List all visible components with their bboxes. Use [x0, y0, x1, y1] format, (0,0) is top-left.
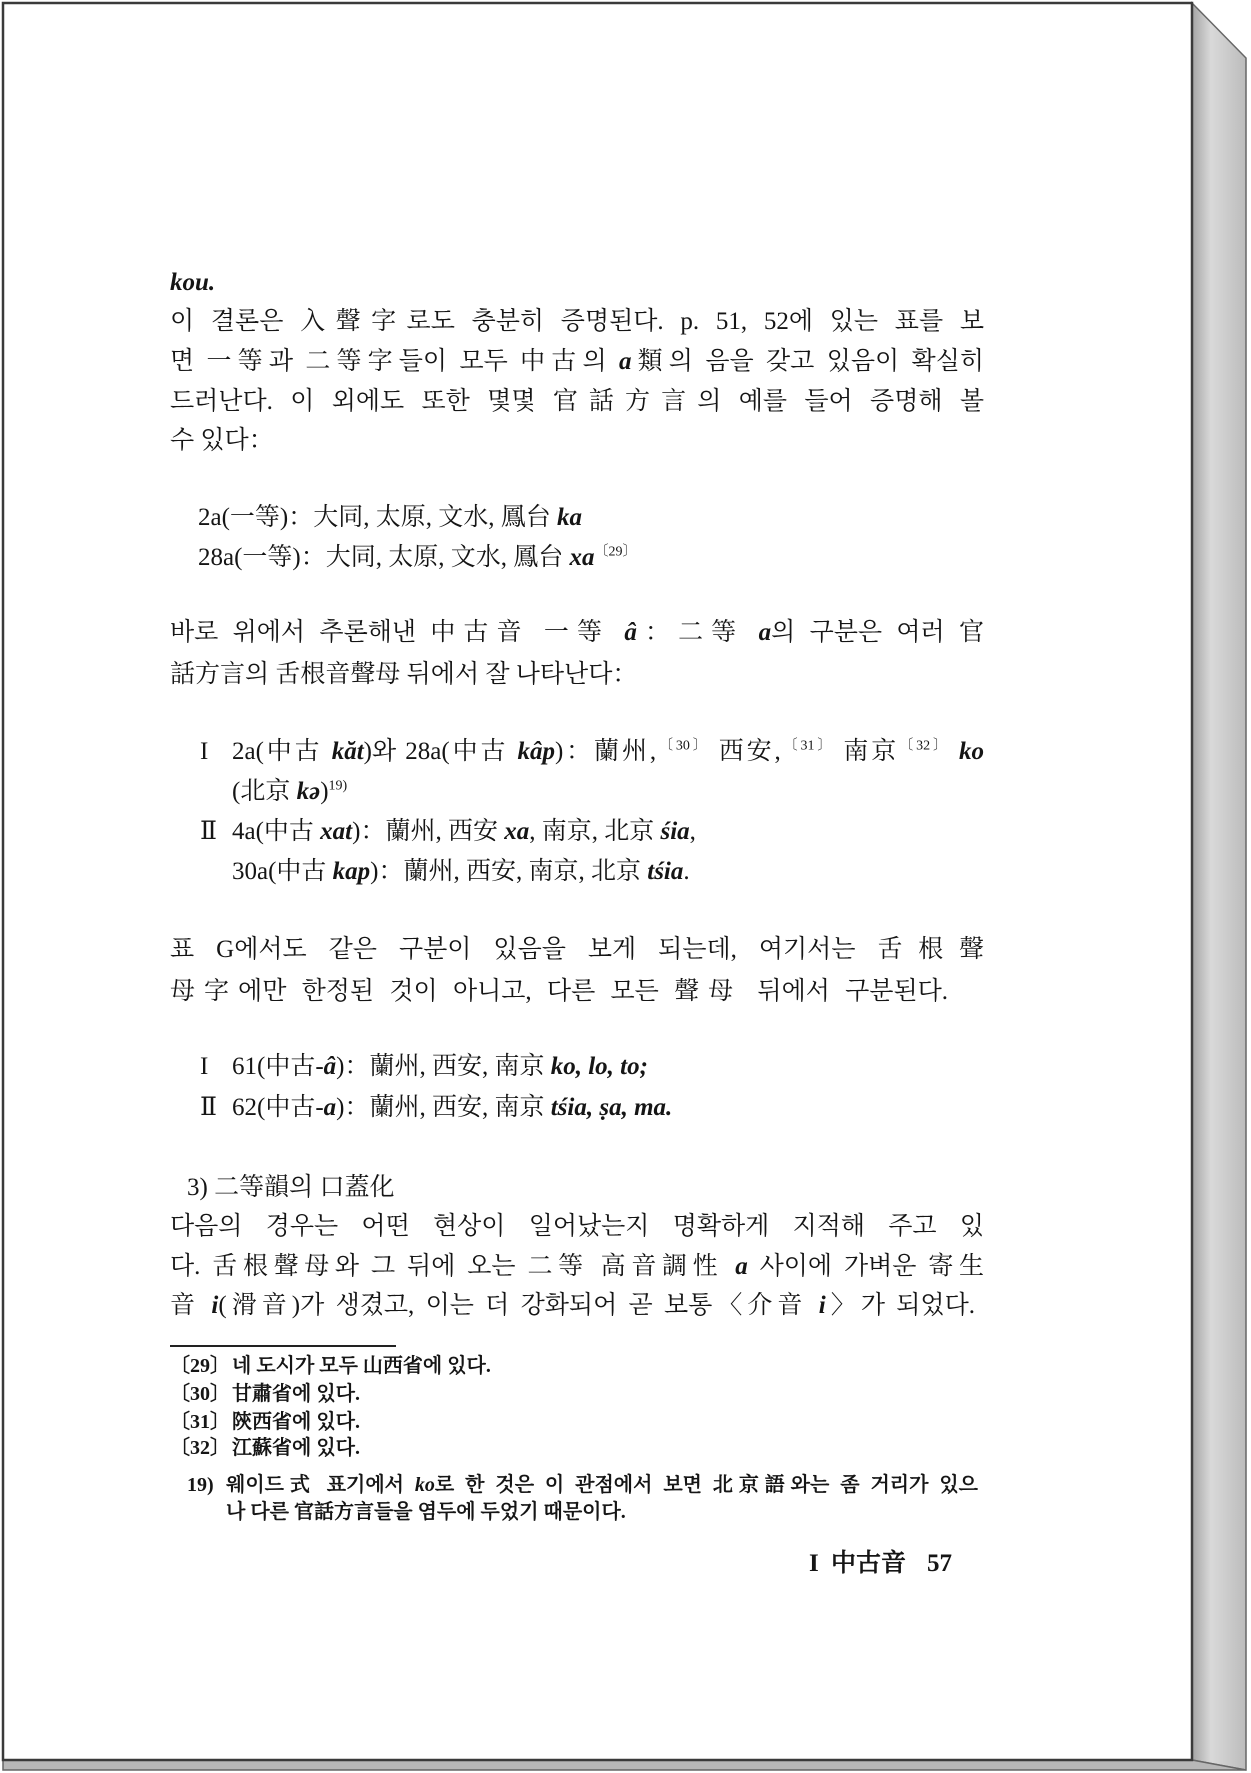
text-run: 西安, [709, 738, 781, 765]
paragraph-1-line-1: 이 결론은 入聲字로도 충분히 증명된다. p. 51, 52에 있는 표를 보 [170, 308, 984, 335]
paragraph-3-line-1: 표 G에서도 같은 구분이 있음을 보게 되는데, 여기서는 舌根聲 [170, 936, 984, 963]
continued-word: kou. [170, 269, 216, 296]
text-run: . [683, 858, 690, 885]
footnote-text: 陝西省에 있다. [232, 1411, 360, 1433]
text-run: , 南京, 北京 [529, 818, 661, 845]
footnote-mark: 〔30〕 [170, 1383, 230, 1405]
footnote-ref: 19) [328, 778, 348, 794]
text-run: 면 一等과 二等字들이 모두 中古의 [170, 348, 619, 375]
romanized-form: xa [569, 544, 595, 571]
footnote-mark: 〔31〕 [170, 1411, 230, 1433]
example-line [232, 1047, 984, 1087]
text-run: 〉가 되었다. [825, 1292, 975, 1319]
paragraph-2-line-2: 話方言의 舌根音聲母 뒤에서 잘 나타난다： [170, 661, 638, 688]
text-run: )：蘭州, 西安, 南京 [336, 1094, 551, 1121]
example-line [232, 812, 984, 852]
example-line [232, 1088, 984, 1128]
paragraph-4-line-2 [170, 1247, 984, 1287]
text-run: (滑音)가 생겼고, 이는 더 강화되어 곧 보통〈介音 [218, 1292, 819, 1319]
list-marker: I [200, 1053, 209, 1080]
text-run: ) [320, 778, 329, 805]
romanized-form: â [323, 1053, 337, 1080]
text-run: ：二等 [636, 619, 759, 646]
footnote-mark: 〔29〕 [170, 1355, 230, 1377]
footer-section-number: I [809, 1550, 819, 1577]
text-run: )：蘭州, 西安, 南京 [336, 1053, 551, 1080]
text-run: 4a(中古 [232, 818, 321, 845]
text-run: )：蘭州, 西安, 南京, 北京 [370, 858, 648, 885]
text-run: 2a(一等)：大同, 太原, 文水, 鳳台 [198, 504, 557, 531]
romanized-form: a [758, 619, 772, 646]
text-run [950, 738, 959, 765]
romanized-form: ka [557, 504, 582, 531]
text-run: 28a(一等)：大同, 太原, 文水, 鳳台 [198, 544, 570, 571]
example-line [232, 732, 984, 772]
footer-section-title: 中古音 [831, 1550, 907, 1577]
text-run: 61(中古- [232, 1053, 324, 1080]
text-run: 사이에 가벼운 寄生 [747, 1253, 984, 1280]
text-run: 音 [170, 1292, 212, 1319]
paragraph-1-line-3: 드러난다. 이 외에도 또한 몇몇 官話方言의 예를 들어 증명해 볼 [170, 388, 984, 415]
text-run: 南京 [834, 738, 900, 765]
romanized-form: a [323, 1094, 337, 1121]
text-run: 2a(中古 [232, 738, 332, 765]
text-run: )와 28a(中古 [363, 738, 518, 765]
footnote-ref: 〔31〕 [780, 738, 835, 754]
paragraph-4-line-1: 다음의 경우는 어떤 현상이 일어났는지 명확하게 지적해 주고 있 [170, 1213, 984, 1240]
romanized-form: xa [504, 818, 530, 845]
romanized-form: ko, lo, to; [550, 1053, 648, 1080]
footnote-text: 甘肅省에 있다. [232, 1383, 360, 1405]
romanized-form: â [624, 619, 637, 646]
footnote-mark: 19) [187, 1474, 214, 1496]
romanized-form: śia [660, 818, 690, 845]
text-run: )：蘭州, 西安 [352, 818, 505, 845]
paragraph-2-line-1 [170, 613, 984, 653]
romanized-form: ko [414, 1474, 435, 1496]
romanized-form: a [735, 1253, 748, 1280]
footnote-19-line-1 [226, 1471, 978, 1499]
list-marker: Ⅱ [200, 818, 217, 845]
text-run: 웨이드式 표기에서 [226, 1474, 415, 1496]
romanized-form: tśia [647, 858, 684, 885]
text-run: 類의 음을 갖고 있음이 확실히 [631, 348, 984, 375]
paragraph-4-line-3 [170, 1286, 975, 1326]
footnote-ref: 〔29〕 [594, 544, 637, 560]
romanized-form: i [211, 1292, 219, 1319]
page-thickness-right [1192, 3, 1246, 1770]
romanized-form: kăt [331, 738, 364, 765]
example-line [198, 538, 984, 578]
footnote-text: 네 도시가 모두 山西省에 있다. [232, 1355, 491, 1377]
footnote-mark: 〔32〕 [170, 1437, 230, 1459]
text-run: 로 한 것은 이 관점에서 보면 北京語와는 좀 거리가 있으 [434, 1474, 978, 1496]
section-heading: 3) 二等韻의 口蓋化 [187, 1174, 395, 1201]
footnote-text: 江蘇省에 있다. [232, 1437, 360, 1459]
footnote-ref: 〔30〕 [656, 738, 710, 754]
page-number: 57 [927, 1550, 952, 1577]
text-run: 다. 舌根聲母와 그 뒤에 오는 二等 高音調性 [170, 1253, 736, 1280]
footnote-divider [170, 1345, 396, 1347]
example-line [232, 852, 984, 892]
paragraph-1-line-2 [170, 342, 984, 382]
text-run: (北京 [232, 778, 297, 805]
text-run: 62(中古- [232, 1094, 324, 1121]
romanized-form: i [818, 1292, 826, 1319]
example-line [232, 772, 984, 812]
text-run: )：蘭州, [554, 738, 657, 765]
paragraph-3-line-2: 母字에만 한정된 것이 아니고, 다른 모든 聲母 뒤에서 구분된다. [170, 978, 948, 1005]
list-marker: Ⅱ [200, 1094, 217, 1121]
text-run: , [689, 818, 696, 845]
text-run: 의 구분은 여러 官 [771, 619, 984, 646]
paragraph-1-line-4: 수 있다： [170, 427, 274, 454]
romanized-form: kâp [517, 738, 555, 765]
romanized-form: kə [296, 778, 321, 805]
text-run: 30a(中古 [232, 858, 333, 885]
list-marker: I [200, 738, 209, 765]
example-line [198, 498, 984, 538]
text-run: 바로 위에서 추론해낸 中古音 一等 [170, 619, 625, 646]
page-thickness-bottom [3, 1760, 1246, 1770]
romanized-form: tśia, ṣa, ma. [550, 1094, 673, 1121]
romanized-form: kap [332, 858, 371, 885]
romanized-form: a [619, 348, 632, 375]
footnote-19-line-2: 나 다른 官話方言들을 염두에 두었기 때문이다. [226, 1501, 626, 1523]
romanized-form: xat [320, 818, 353, 845]
romanized-form: ko [959, 738, 984, 765]
footnote-ref: 〔32〕 [899, 738, 950, 754]
